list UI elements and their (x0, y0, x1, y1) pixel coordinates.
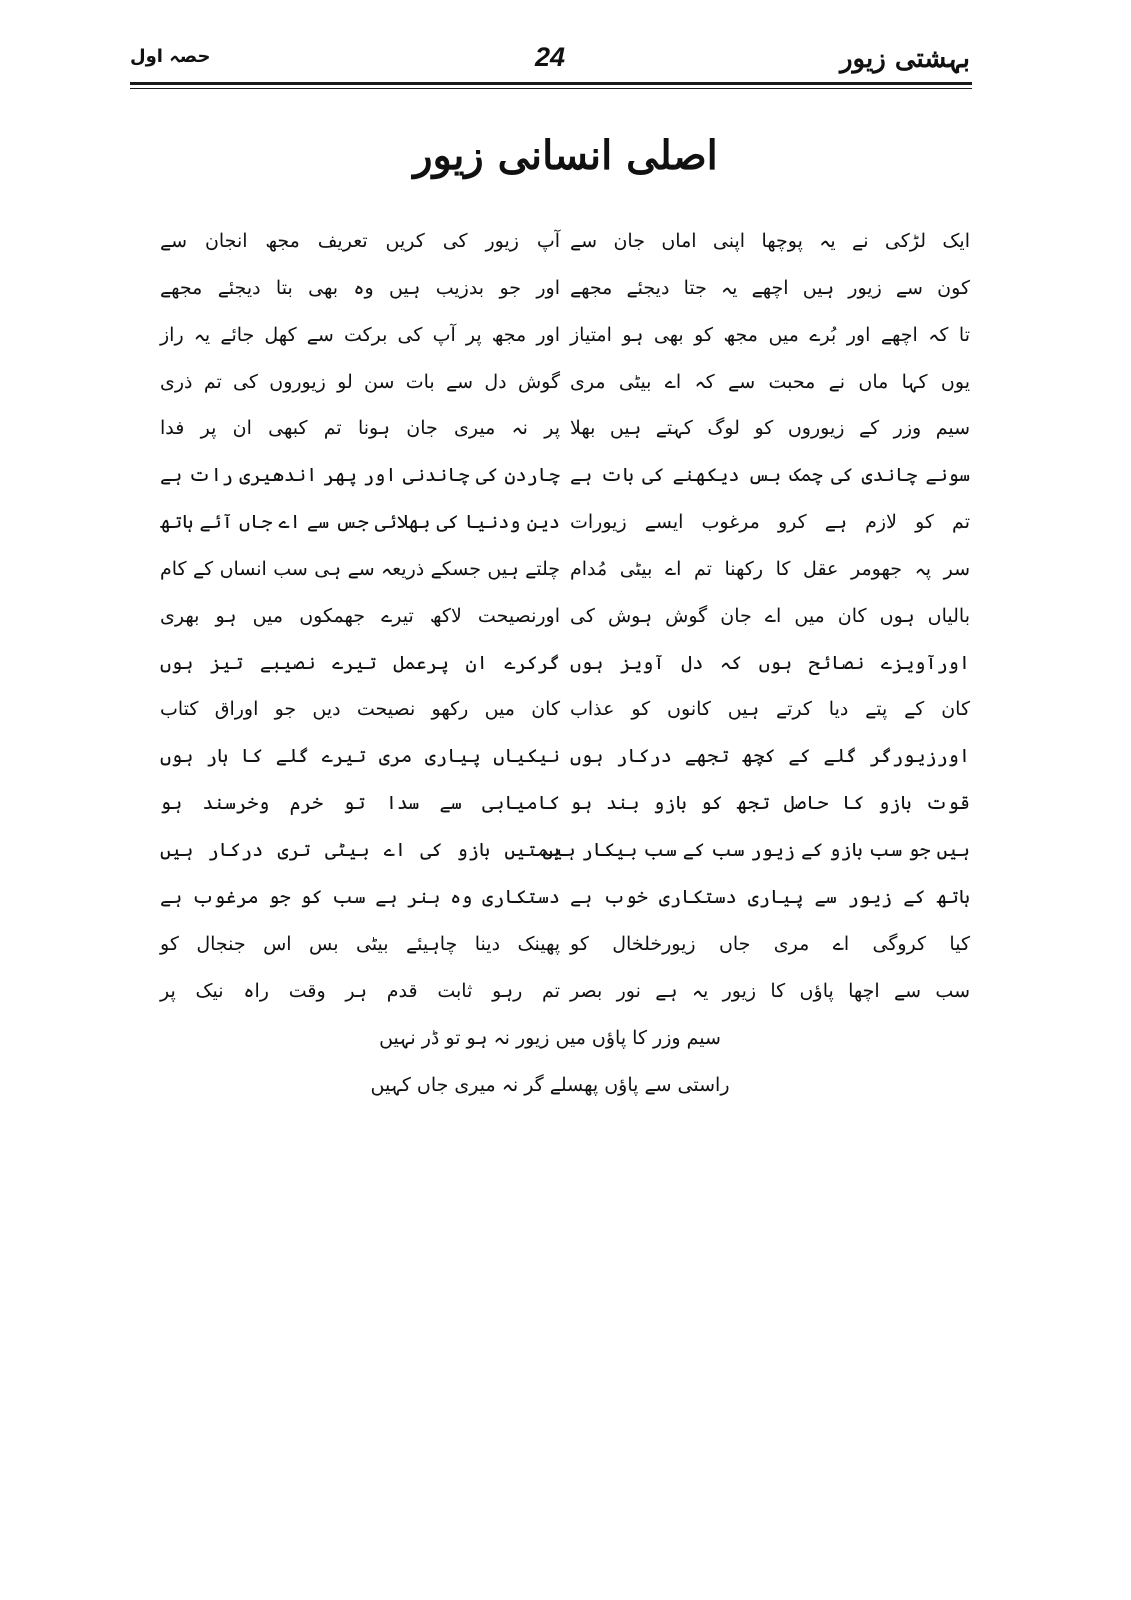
verse-line: تم رہو ثابت قدم ہر وقت راہ نیک پر (160, 979, 560, 1002)
verse-line: ہاتھ کے زیور سے پیاری دستکاری خوب ہے (570, 885, 970, 908)
verse-line: اورزیورگر گلے کے کچھ تجھے درکار ہوں (570, 745, 970, 768)
verse-line: گوش دل سے بات سن لو زیوروں کی تم ذری (160, 370, 560, 393)
verse-line: چلتے ہیں جسکے ذریعہ سے ہی سب انساں کے کام (160, 557, 560, 580)
verse-line: کان کے پتے دیا کرتے ہیں کانوں کو عذاب (570, 698, 970, 721)
verse-column-right (542, 218, 970, 1014)
verse-line: دین ودنیا کی بھلائی جس سے اے جاں آئے ہاتھ (160, 511, 560, 534)
book-title: بہشتی زیور (839, 44, 970, 74)
verse-line: ہمتیں بازو کی اے بیٹی تری درکار ہیں (160, 838, 560, 861)
verse-line: دستکاری وہ ہنر ہے سب کو جو مرغوب ہے (160, 885, 560, 908)
verse-line: راستی سے پاؤں پھسلے گر نہ میری جاں کہیں (370, 1073, 730, 1096)
verse-line: کون سے زیور ہیں اچھے یہ جتا دیجئے مجھے (570, 276, 970, 299)
verse-line: ہیں جو سب بازو کے زیور سب کے سب بیکار ہیں (542, 838, 970, 861)
verse-line: اورآویزے نصائح ہوں کہ دل آویز ہوں (570, 651, 970, 674)
verse-line: پر نہ میری جان ہونا تم کبھی ان پر فدا (160, 417, 560, 440)
verse-line: سیم وزر کے زیوروں کو لوگ کہتے ہیں بھلا (570, 417, 970, 440)
poem-title: اصلی انسانی زیور (413, 132, 718, 179)
verse-line: اور مجھ پر آپ کی برکت سے کھل جائے یہ راز (160, 323, 560, 346)
verse-line: بالیاں ہوں کان میں اے جان گوش ہوش کی (570, 604, 970, 627)
header-rule-thin (130, 88, 972, 89)
verse-line: سیم وزر کا پاؤں میں زیور نہ ہو تو ڈر نہیں (379, 1027, 721, 1049)
verse-line: کان میں رکھو نصیحت دیں جو اوراق کتاب (160, 698, 560, 721)
part-label: حصہ اول (130, 46, 211, 67)
final-couplet (300, 1015, 800, 1109)
verse-line: اور جو بدزیب ہیں وہ بھی بتا دیجئے مجھے (160, 276, 560, 299)
verse-line: پھینک دینا چاہیئے بیٹی بس اس جنجال کو (160, 932, 560, 955)
verse-line: قوت بازو کا حاصل تجھ کو بازو بند ہو (570, 792, 970, 815)
verse-line: آپ زیور کی کریں تعریف مجھ انجان سے (160, 230, 560, 252)
verse-line: چاردن کی چاندنی اور پھر اندھیری رات ہے (160, 464, 560, 487)
verse-line: یوں کہا ماں نے محبت سے کہ اے بیٹی مری (570, 370, 970, 393)
verse-line: تا کہ اچھے اور بُرے میں مجھ کو بھی ہو امتیاز (570, 323, 970, 346)
verse-column-left (160, 218, 560, 1014)
verse-line: سونے چاندی کی چمک بس دیکھنے کی بات ہے (570, 464, 970, 487)
page-header (130, 38, 970, 78)
verse-line: تم کو لازم ہے کرو مرغوب ایسے زیورات (570, 511, 970, 534)
header-rule-thick (130, 82, 972, 85)
verse-line: نیکیاں پیاری مری تیرے گلے کا ہار ہوں (160, 745, 560, 768)
verse-line: کامیابی سے سدا تو خرم وخرسند ہو (160, 792, 560, 815)
verse-line: سر پہ جھومر عقل کا رکھنا تم اے بیٹی مُدام (570, 557, 970, 580)
page-number: 24 (534, 42, 566, 72)
verse-line: گرکرے ان پرعمل تیرے نصیبے تیز ہوں (160, 651, 560, 674)
verse-line: اورنصیحت لاکھ تیرے جھمکوں میں ہو بھری (160, 604, 560, 627)
verse-line: ایک لڑکی نے یہ پوچھا اپنی اماں جان سے (570, 230, 970, 252)
verse-line: کیا کروگی اے مری جاں زیورخلخال کو (570, 932, 970, 955)
verse-line: سب سے اچھا پاؤں کا زیور یہ ہے نور بصر (570, 979, 970, 1002)
